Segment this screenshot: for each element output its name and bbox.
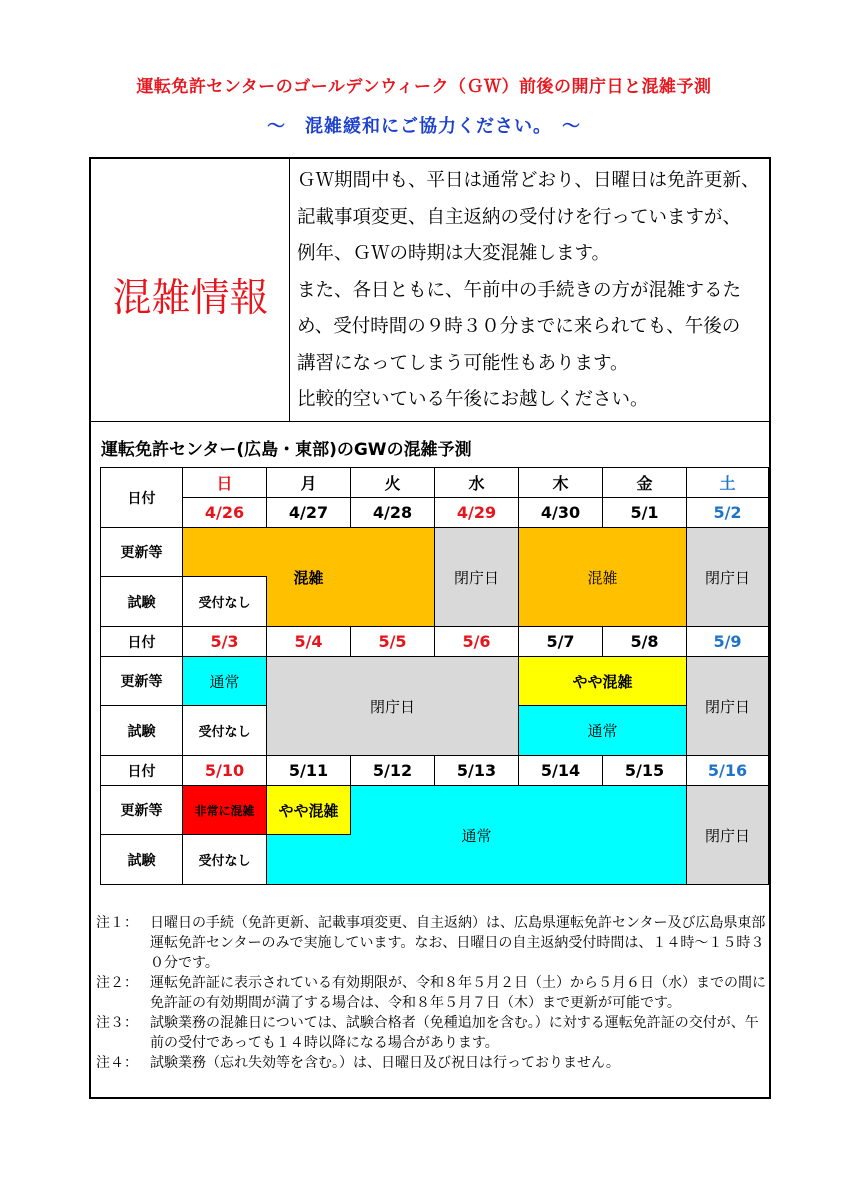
info-line: 比較的空いている午後にお越しください。: [297, 389, 649, 410]
renewal-label: 更新等: [100, 656, 183, 706]
date-cell: 5/4: [266, 626, 351, 657]
weekday-mon: 月: [266, 467, 351, 498]
note-text: 試験業務（忘れ失効等を含む。）は、日曜日及び祝日は行っておりません。: [150, 1055, 620, 1071]
note-text: 運転免許証に表示されている有効期限が、令和８年５月２日（土）から５月６日（水）までの間に免許証の有効期間が満了する場合は、令和８年５月７日（木）まで更新が可能です。: [150, 975, 766, 1011]
info-text: [297, 163, 767, 419]
status-block-closed: 閉庁日: [686, 527, 769, 627]
note-text: 日曜日の手続（免許更新、記載事項変更、自主返納）は、広島県運転免許センター及び広島県東部運転免許センターのみで実施しています。なお、日曜日の自主返納受付時間は、１４時～１５時３０分です。: [150, 915, 766, 971]
status-block-none: 受付なし: [182, 705, 267, 756]
note-text: 試験業務の混雑日については、試験合格者（免種追加を含む。）に対する運転免許証の交付が、午前の受付であっても１４時以降になる場合があります。: [150, 1015, 759, 1051]
weekday-fri: 金: [602, 467, 687, 498]
exam-label: 試験: [100, 834, 183, 885]
renewal-label: 更新等: [100, 527, 183, 577]
exam-label: 試験: [100, 705, 183, 756]
weekday-sun: 日: [182, 467, 267, 498]
date-cell: 5/15: [602, 755, 687, 786]
status-block-slightly-crowded: やや混雑: [518, 656, 687, 706]
status-block-closed: 閉庁日: [434, 527, 519, 627]
date-cell: 5/7: [518, 626, 603, 657]
info-line: 記載事項変更、自主返納の受付けを行っていますが、: [297, 206, 742, 228]
note-key: 注１：: [96, 915, 138, 931]
info-label-cell: [91, 159, 290, 421]
info-line: め、受付時間の９時３０分までに来られても、午後の: [297, 316, 741, 337]
page-subtitle: ～ 混雑緩和にご協力ください。 ～: [267, 116, 581, 137]
date-cell: 4/30: [518, 497, 603, 528]
date-cell: 5/9: [686, 626, 769, 657]
info-line: また、各日ともに、午前中の手続きの方が混雑するた: [297, 279, 742, 301]
status-block-normal: 通常: [518, 705, 687, 756]
note-item: [96, 913, 766, 973]
notes: [96, 913, 766, 1073]
date-label: 日付: [100, 755, 183, 786]
notice-box: [89, 157, 771, 1099]
status-text: 通常: [461, 826, 492, 845]
info-line: 講習になってしまう可能性もあります。: [297, 352, 629, 374]
date-cell: 5/11: [266, 755, 351, 786]
note-item: [96, 973, 766, 1013]
note-key: 注２：: [96, 975, 138, 991]
date-cell: 5/5: [350, 626, 435, 657]
info-line: ＧＷ期間中も、平日は通常どおり、日曜日は免許更新、: [297, 170, 760, 191]
weekday-thu: 木: [518, 467, 603, 498]
status-block-none: 受付なし: [182, 576, 267, 627]
renewal-label: 更新等: [100, 785, 183, 835]
note-item: [96, 1013, 766, 1053]
date-cell: 5/6: [434, 626, 519, 657]
note-key: 注４：: [96, 1055, 138, 1071]
info-label: 混雑情報: [112, 276, 269, 321]
date-label: 日付: [100, 626, 183, 657]
status-block-slightly-crowded: やや混雑: [266, 785, 351, 835]
date-cell: 5/14: [518, 755, 603, 786]
date-cell: 5/2: [686, 497, 769, 528]
date-cell: 4/29: [434, 497, 519, 528]
weekday-sat: 土: [686, 467, 769, 498]
date-cell: 5/13: [434, 755, 519, 786]
note-item: [96, 1053, 766, 1073]
date-cell: 5/16: [686, 755, 769, 786]
date-cell: 5/1: [602, 497, 687, 528]
status-block-very-crowded: 非常に混雑: [182, 785, 267, 835]
info-line: 例年、ＧＷの時期は大変混雑します。: [297, 243, 611, 264]
forecast-title: 運転免許センター(広島・東部)のGWの混雑予測: [101, 440, 472, 460]
weekday-tue: 火: [350, 467, 435, 498]
date-cell: 4/28: [350, 497, 435, 528]
status-block-none: 受付なし: [182, 834, 267, 885]
status-block-closed: 閉庁日: [266, 656, 519, 756]
note-key: 注３：: [96, 1015, 138, 1031]
date-cell: 5/12: [350, 755, 435, 786]
section-divider: [91, 421, 769, 422]
status-text: 混雑: [293, 568, 324, 587]
exam-label: 試験: [100, 576, 183, 627]
weekday-wed: 水: [434, 467, 519, 498]
date-cell: 5/8: [602, 626, 687, 657]
status-block-crowded: 混雑: [518, 527, 687, 627]
date-cell: 4/27: [266, 497, 351, 528]
date-cell: 5/10: [182, 755, 267, 786]
date-cell: 4/26: [182, 497, 267, 528]
status-block-closed: 閉庁日: [686, 785, 769, 885]
page-title: 運転免許センターのゴールデンウィーク（ＧＷ）前後の開庁日と混雑予測: [136, 77, 712, 97]
status-block-normal: 通常: [182, 656, 267, 706]
date-cell: 5/3: [182, 626, 267, 657]
status-block-normal: [266, 785, 687, 885]
date-label: 日付: [100, 467, 183, 528]
status-block-closed: 閉庁日: [686, 656, 769, 756]
